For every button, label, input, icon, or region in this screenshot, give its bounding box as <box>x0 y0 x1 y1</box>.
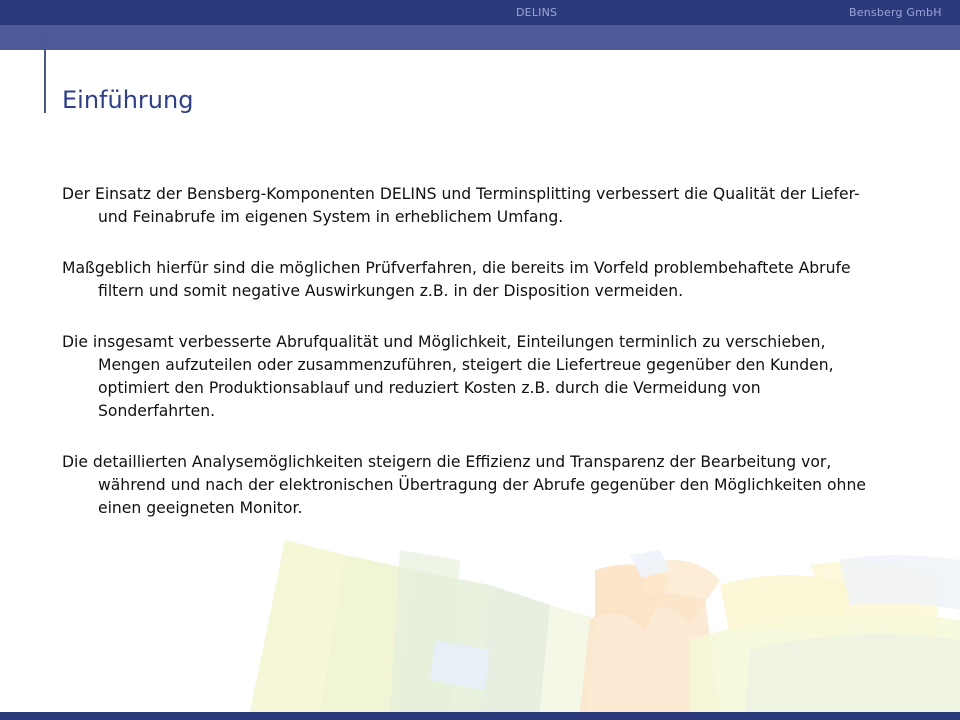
title-accent-line <box>44 28 46 113</box>
bottom-bar <box>0 712 960 720</box>
header-company-name: Bensberg GmbH <box>849 6 942 19</box>
header-product-name: DELINS <box>516 6 558 19</box>
slide-body <box>62 183 882 548</box>
slide-title: Einführung <box>62 86 194 114</box>
header-band <box>0 25 960 50</box>
paragraph-4: Die detaillierten Analysemöglichkeiten steigern die Effizienz und Transparenz der Bearbeitung vor, während und nach der elektronischen Übertragung der Abrufe gegenüber den Möglichkeiten ohne einen geeigneten Monitor. <box>62 453 866 517</box>
paragraph-3: Die insgesamt verbesserte Abrufqualität und Möglichkeit, Einteilungen terminlich zu verschieben, Mengen aufzuteilen oder zusammenzuführen, steigert die Liefertreue gegenüber den Kunden, optimiert den Produktionsablauf und reduziert Kosten z.B. durch die Vermeidung von Sonderfahrten. <box>62 333 834 420</box>
paragraph-2: Maßgeblich hierfür sind die möglichen Prüfverfahren, die bereits im Vorfeld problembehaftete Abrufe filtern und somit negative Auswirkungen z.B. in der Disposition vermeiden. <box>62 259 851 300</box>
top-bar <box>0 0 960 25</box>
paragraph-1: Der Einsatz der Bensberg-Komponenten DELINS und Terminsplitting verbessert die Qualität der Liefer- und Feinabrufe im eigenen System in erheblichem Umfang. <box>62 185 860 226</box>
decorative-arc-graphic <box>250 530 960 712</box>
